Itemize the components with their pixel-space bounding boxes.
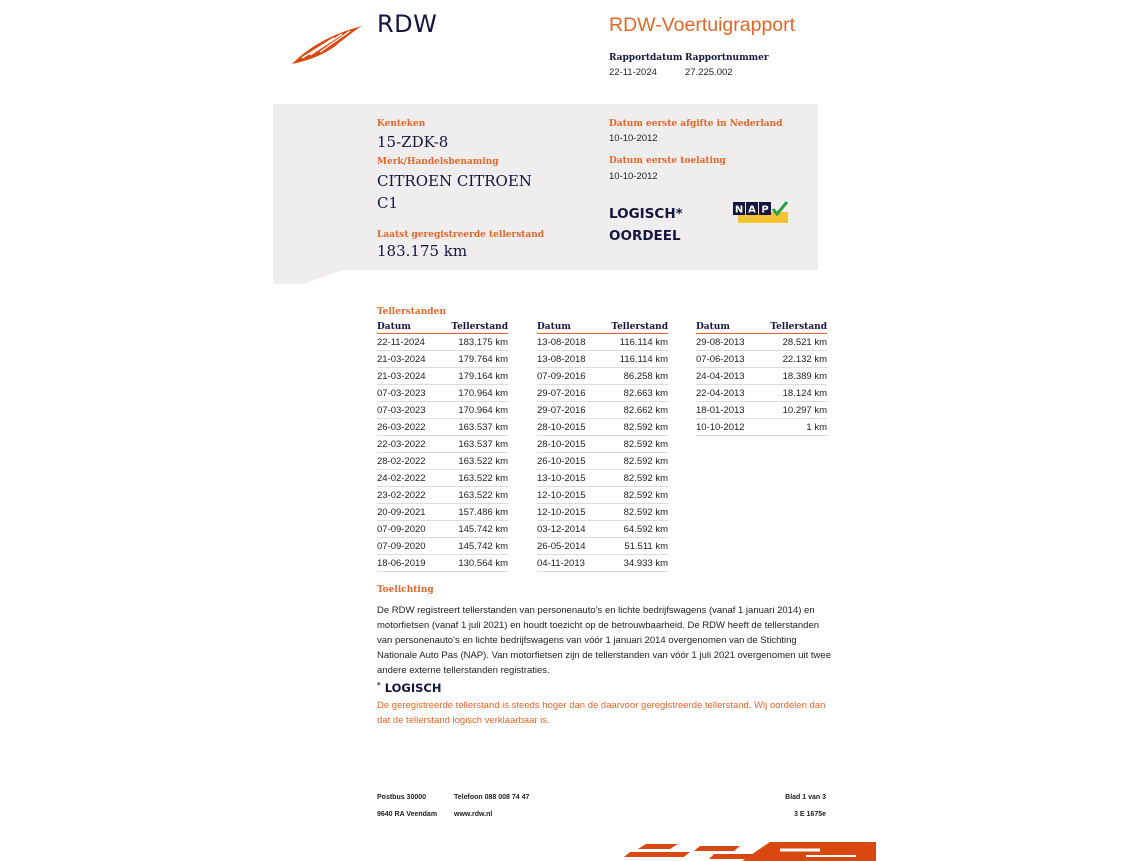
reading-km: 18.124 km xyxy=(757,385,827,402)
footer-stripes-icon xyxy=(620,840,876,861)
verdict xyxy=(609,203,683,247)
reading-date: 04-11-2013 xyxy=(537,555,598,572)
table-row xyxy=(696,334,827,351)
plate-value: 15-ZDK-8 xyxy=(377,133,449,151)
reading-km: 145.742 km xyxy=(438,521,508,538)
reading-km: 10.297 km xyxy=(757,402,827,419)
table-row xyxy=(377,504,508,521)
reading-date: 03-12-2014 xyxy=(537,521,598,538)
first-admission-label: Datum eerste toelating xyxy=(609,156,726,166)
reading-date: 26-05-2014 xyxy=(537,538,598,555)
reading-date: 29-07-2016 xyxy=(537,402,598,419)
reading-km: 28.521 km xyxy=(757,334,827,351)
table-row xyxy=(537,521,668,538)
reading-date: 21-03-2024 xyxy=(377,351,438,368)
reading-date: 29-08-2013 xyxy=(696,334,757,351)
verdict-line2: OORDEEL xyxy=(609,228,681,244)
last-odometer-value: 183.175 km xyxy=(377,242,468,260)
reading-km: 51.511 km xyxy=(598,538,668,555)
reading-date: 07-09-2020 xyxy=(377,538,438,555)
table-row xyxy=(377,419,508,436)
reading-km: 163.522 km xyxy=(438,453,508,470)
readings-table-col1 xyxy=(377,321,508,572)
make-value-line1: CITROEN CITROEN xyxy=(377,172,532,190)
report-date: 22-11-2024 xyxy=(609,67,657,78)
table-row xyxy=(537,419,668,436)
reading-date: 24-02-2022 xyxy=(377,470,438,487)
table-row xyxy=(377,436,508,453)
reading-km: 163.522 km xyxy=(438,470,508,487)
col-header-reading: Tellerstand xyxy=(757,321,827,334)
table-row xyxy=(377,470,508,487)
first-issue-nl-value: 10-10-2012 xyxy=(609,133,658,144)
reading-km: 82.592 km xyxy=(598,487,668,504)
reading-km: 82.592 km xyxy=(598,436,668,453)
readings-table-col2 xyxy=(537,321,668,572)
table-row xyxy=(377,538,508,555)
reading-date: 22-04-2013 xyxy=(696,385,757,402)
reading-date: 18-01-2013 xyxy=(696,402,757,419)
reading-date: 18-06-2019 xyxy=(377,555,438,572)
report-number: 27.225.002 xyxy=(685,67,733,78)
footer-phone: Telefoon 088 008 74 47 xyxy=(454,794,530,801)
table-row xyxy=(696,419,827,436)
footer-page: Blad 1 van 3 xyxy=(785,794,826,801)
nap-check-badge-icon xyxy=(733,200,789,224)
make-label: Merk/Handelsbenaming xyxy=(377,157,499,167)
reading-date: 23-02-2022 xyxy=(377,487,438,504)
reading-date: 28-02-2022 xyxy=(377,453,438,470)
reading-km: 86.258 km xyxy=(598,368,668,385)
readings-title: Tellerstanden xyxy=(377,307,446,317)
table-row xyxy=(537,555,668,572)
reading-km: 130.564 km xyxy=(438,555,508,572)
table-row xyxy=(537,351,668,368)
table-row xyxy=(377,351,508,368)
reading-date: 13-10-2015 xyxy=(537,470,598,487)
reading-km: 82.592 km xyxy=(598,470,668,487)
table-row xyxy=(377,402,508,419)
plate-label: Kenteken xyxy=(377,119,426,129)
table-row xyxy=(537,453,668,470)
reading-date: 26-03-2022 xyxy=(377,419,438,436)
footer-code: 3 E 1675e xyxy=(794,811,826,818)
table-row xyxy=(696,402,827,419)
reading-km: 82.592 km xyxy=(598,504,668,521)
reading-km: 116.114 km xyxy=(598,334,668,351)
footer-website[interactable]: www.rdw.nl xyxy=(454,811,493,818)
reading-date: 20-09-2021 xyxy=(377,504,438,521)
reading-km: 82.592 km xyxy=(598,453,668,470)
table-row xyxy=(377,385,508,402)
reading-km: 18.389 km xyxy=(757,368,827,385)
reading-km: 179.764 km xyxy=(438,351,508,368)
reading-date: 28-10-2015 xyxy=(537,419,598,436)
reading-date: 07-06-2013 xyxy=(696,351,757,368)
reading-date: 07-09-2020 xyxy=(377,521,438,538)
table-row xyxy=(537,470,668,487)
reading-date: 22-11-2024 xyxy=(377,334,438,351)
reading-date: 12-10-2015 xyxy=(537,487,598,504)
footer-postbus: Postbus 30000 xyxy=(377,794,427,801)
make-value-line2: C1 xyxy=(377,194,399,212)
footer-postcode: 9640 RA Veendam xyxy=(377,811,438,818)
reading-km: 82.663 km xyxy=(598,385,668,402)
report-title: RDW-Voertuigrapport xyxy=(609,14,796,36)
logisch-title-text: LOGISCH xyxy=(384,681,442,695)
reading-date: 22-03-2022 xyxy=(377,436,438,453)
reading-km: 145.742 km xyxy=(438,538,508,555)
reading-km: 183.175 km xyxy=(438,334,508,351)
table-row xyxy=(377,487,508,504)
col-header-date: Datum xyxy=(377,321,438,334)
verdict-line1: LOGISCH* xyxy=(609,206,683,222)
table-row xyxy=(537,487,668,504)
explanation-title: Toelichting xyxy=(377,585,434,595)
nap-letter-a: A xyxy=(748,204,756,216)
reading-date: 13-08-2018 xyxy=(537,334,598,351)
table-row xyxy=(537,385,668,402)
last-odometer-label: Laatst geregistreerde tellerstand xyxy=(377,230,545,240)
reading-km: 82.662 km xyxy=(598,402,668,419)
first-admission-value: 10-10-2012 xyxy=(609,171,658,182)
table-row xyxy=(537,538,668,555)
org-name: RDW xyxy=(377,10,438,38)
logisch-marker: * xyxy=(377,681,381,690)
table-row xyxy=(537,368,668,385)
col-header-reading: Tellerstand xyxy=(598,321,668,334)
reading-km: 116.114 km xyxy=(598,351,668,368)
reading-km: 163.522 km xyxy=(438,487,508,504)
explanation-text: De RDW registreert tellerstanden van personenauto’s en lichte bedrijfswagens (vanaf 1 januari 2014) en motorfietsen (vanaf 1 juli 2021) en houdt toezicht op de betrouwbaarheid. De RDW heeft de tellerstanden van personenauto’s en lichte bedrijfswagens van vóór 1 januari 2014 overgenomen van de Stichting Nationale Auto Pas (NAP). Van motorfietsen zijn de tellerstanden van vóór 1 juli 2021 overgenomen uit twee andere externe tellerstanden registraties. xyxy=(377,605,831,676)
table-row xyxy=(537,504,668,521)
reading-date: 28-10-2015 xyxy=(537,436,598,453)
col-header-date: Datum xyxy=(696,321,757,334)
logisch-title xyxy=(377,681,441,695)
reading-date: 13-08-2018 xyxy=(537,351,598,368)
reading-date: 26-10-2015 xyxy=(537,453,598,470)
table-row xyxy=(696,368,827,385)
col-header-reading: Tellerstand xyxy=(438,321,508,334)
table-row xyxy=(377,521,508,538)
reading-km: 170.964 km xyxy=(438,402,508,419)
panel-tab-shape xyxy=(273,270,343,284)
reading-date: 12-10-2015 xyxy=(537,504,598,521)
table-row xyxy=(537,402,668,419)
table-row xyxy=(696,385,827,402)
reading-date: 21-03-2024 xyxy=(377,368,438,385)
report-number-label: Rapportnummer xyxy=(685,53,769,63)
reading-km: 157.486 km xyxy=(438,504,508,521)
readings-table-col3 xyxy=(696,321,827,436)
reading-date: 07-03-2023 xyxy=(377,385,438,402)
reading-date: 29-07-2016 xyxy=(537,385,598,402)
table-row xyxy=(537,436,668,453)
rdw-feather-logo-icon xyxy=(290,22,364,66)
table-row xyxy=(696,351,827,368)
reading-km: 163.537 km xyxy=(438,419,508,436)
reading-date: 07-03-2023 xyxy=(377,402,438,419)
reading-km: 82.592 km xyxy=(598,419,668,436)
report-date-label: Rapportdatum xyxy=(609,53,683,63)
logisch-text: De geregistreerde tellerstand is steeds hoger dan de daarvoor geregistreerde tellerstand. Wij oordelen dan dat de tellerstand logisch verklaarbaar is. xyxy=(377,700,826,726)
table-row xyxy=(377,453,508,470)
reading-date: 24-04-2013 xyxy=(696,368,757,385)
reading-km: 179.164 km xyxy=(438,368,508,385)
col-header-date: Datum xyxy=(537,321,598,334)
reading-km: 170.964 km xyxy=(438,385,508,402)
reading-km: 22.132 km xyxy=(757,351,827,368)
nap-letter-n: N xyxy=(734,204,744,216)
reading-km: 34.933 km xyxy=(598,555,668,572)
reading-date: 10-10-2012 xyxy=(696,419,757,436)
table-row xyxy=(377,555,508,572)
reading-km: 1 km xyxy=(757,419,827,436)
reading-km: 163.537 km xyxy=(438,436,508,453)
table-row xyxy=(537,334,668,351)
first-issue-nl-label: Datum eerste afgifte in Nederland xyxy=(609,119,783,129)
table-row xyxy=(377,334,508,351)
nap-letter-p: P xyxy=(761,204,769,216)
table-row xyxy=(377,368,508,385)
reading-km: 64.592 km xyxy=(598,521,668,538)
reading-date: 07-09-2016 xyxy=(537,368,598,385)
